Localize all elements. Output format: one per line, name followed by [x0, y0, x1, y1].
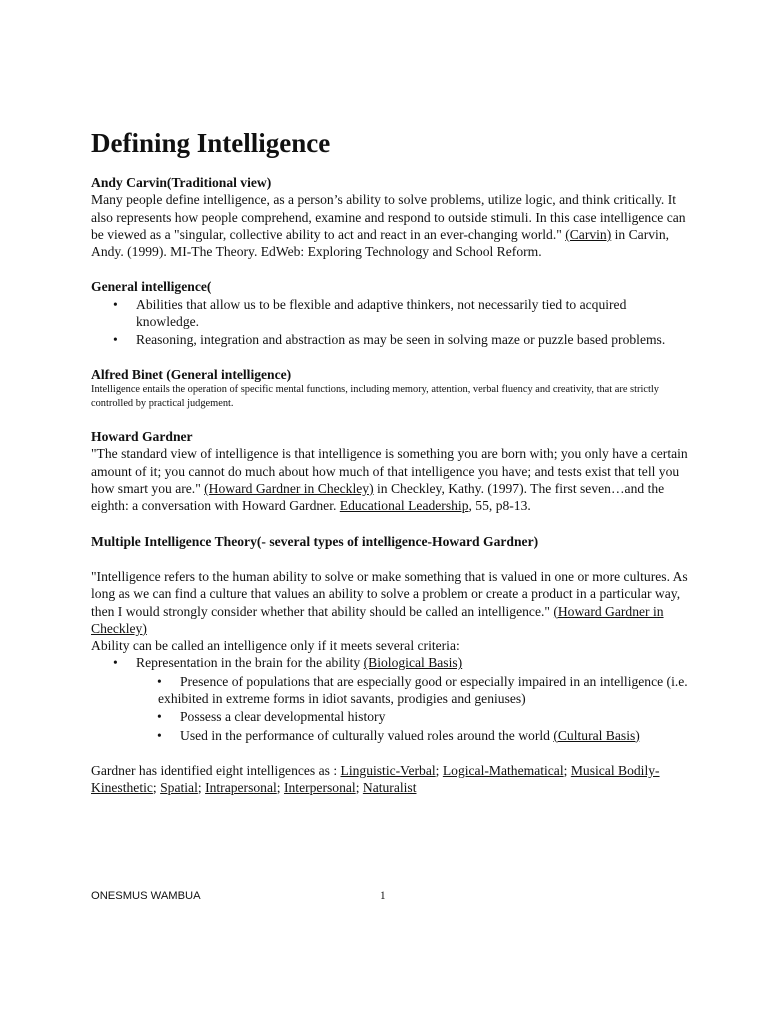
criterion-text: Representation in the brain for the ability [136, 655, 364, 671]
gardner-paragraph [91, 445, 691, 514]
list-item [91, 296, 691, 331]
page-title: Defining Intelligence [91, 128, 331, 158]
intelligence-link[interactable]: Logical-Mathematical [442, 762, 564, 778]
gardner-ref: , 55, p8-13. [468, 498, 531, 514]
gardner-quote: "The standard view of intelligence is that intelligence is something you are born with; you only have a certain amount of it; you cannot do much about how much of that intelligence you have; and tests exist that tell you how smart you are." [91, 446, 688, 497]
gardner-citation: in Checkley, Kathy. (1997). The first seven…and the eighth: a conversation with Howard Gardner. [91, 481, 665, 514]
intelligence-link[interactable]: Interpersonal [283, 780, 356, 796]
intelligence-link[interactable]: Intrapersonal [205, 780, 277, 796]
carvin-citation: in Carvin, Andy. (1999). MI-The Theory. EdWeb: Exploring Technology and School Reform. [91, 226, 670, 260]
list-item-text: Possess a clear developmental history [180, 709, 386, 725]
document-body [91, 126, 691, 797]
gardner-link[interactable]: (Howard Gardner in Checkley) [204, 481, 374, 497]
mi-quote-paragraph [91, 568, 691, 637]
bullet-icon: • [113, 655, 118, 671]
list-item-text: Reasoning, integration and abstraction as may be seen in solving maze or puzzle based problems. [136, 332, 666, 348]
separator: ; [355, 780, 363, 796]
mi-quote: "Intelligence refers to the human ability to solve or make something that is valued in one or more cultures. As long as we can find a culture that values an ability to solve a problem or create a product in a particular way, then I would strongly consider whether that ability should be called an intelligence." [91, 568, 688, 619]
bullet-icon: • [157, 727, 162, 743]
journal-link[interactable]: Educational Leadership [339, 498, 469, 514]
sub-criteria-list [158, 673, 691, 744]
carvin-text: Many people define intelligence, as a person’s ability to solve problems, utilize logic, and think critically. It also represents how people comprehend, examine and respond to outside stimuli. In this case intelligence can be viewed as a "singular, collective ability to act and react in an ever-changing world." [91, 192, 686, 242]
intelligence-link[interactable]: Naturalist [362, 780, 417, 796]
binet-heading: Alfred Binet (General intelligence) [91, 366, 292, 382]
list-item-text: Used in the performance of culturally valued roles around the world [180, 727, 554, 743]
gardner-heading: Howard Gardner [91, 429, 193, 445]
separator: ; [152, 780, 161, 796]
criteria-list [91, 654, 691, 671]
biological-basis-link[interactable]: (Biological Basis) [363, 655, 463, 671]
binet-text: Intelligence entails the operation of specific mental functions, including memory, attention, verbal fluency and creativity, that are strictly controlled by practical judgement. [91, 383, 659, 409]
separator: ; [563, 762, 571, 778]
bullet-icon: • [157, 709, 162, 725]
intelligence-link[interactable]: Musical Bodily-Kinesthetic [91, 762, 660, 796]
carvin-heading: Andy Carvin(Traditional view) [91, 175, 272, 190]
list-item [91, 654, 691, 671]
general-list [91, 296, 691, 349]
footer-author: ONESMUS WAMBUA [91, 890, 201, 902]
mi-quote-link[interactable]: (Howard Gardner in Checkley) [91, 603, 664, 636]
list-item-text: Presence of populations that are especially good or especially impaired in an intelligence (i.e. exhibited in extreme forms in idiot savants, prodigies and geniuses) [158, 673, 688, 707]
list-item [158, 727, 691, 744]
bullet-icon: • [157, 673, 162, 689]
bullet-icon: • [113, 332, 118, 348]
intelligence-link[interactable]: Spatial [160, 780, 198, 796]
eight-intro: Gardner has identified eight intelligences as : [91, 762, 341, 778]
criteria-intro: Ability can be called an intelligence only if it meets several criteria: [91, 638, 460, 654]
bullet-icon: • [113, 296, 118, 312]
separator: ; [435, 762, 443, 778]
mi-heading: Multiple Intelligence Theory(- several types of intelligence-Howard Gardner) [91, 533, 539, 549]
list-item [158, 673, 691, 708]
intelligence-link[interactable]: Linguistic-Verbal [340, 762, 436, 778]
carvin-paragraph [91, 191, 691, 260]
list-item [91, 331, 691, 348]
page-footer [91, 889, 691, 903]
carvin-link[interactable]: (Carvin) [565, 226, 612, 242]
separator: ; [276, 780, 284, 796]
cultural-basis-link[interactable]: (Cultural Basis) [553, 727, 640, 743]
list-item [158, 708, 691, 725]
general-heading: General intelligence( [91, 279, 212, 295]
page-number: 1 [380, 890, 386, 902]
list-item-text: Abilities that allow us to be flexible and adaptive thinkers, not necessarily tied to acquired knowledge. [136, 296, 627, 330]
eight-intelligences [91, 762, 691, 797]
separator: ; [197, 780, 206, 796]
